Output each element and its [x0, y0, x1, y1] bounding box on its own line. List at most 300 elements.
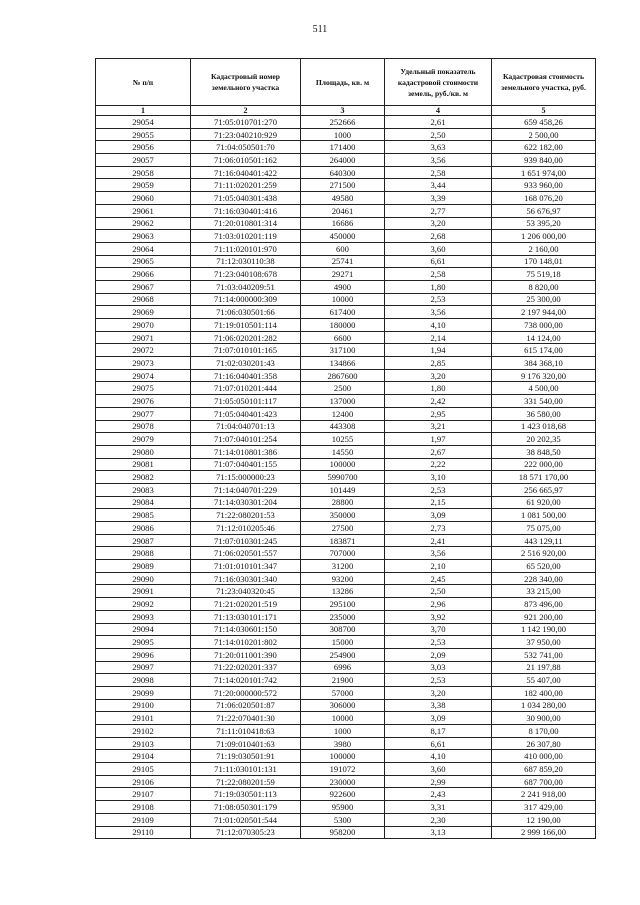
- cell-unit-value: 8,17: [385, 725, 492, 738]
- cell-row-number: 29058: [96, 166, 191, 179]
- cell-row-number: 29102: [96, 725, 191, 738]
- cell-unit-value: 2,42: [385, 395, 492, 408]
- cell-unit-value: 4,10: [385, 319, 492, 332]
- cell-cadastral-value: 443 129,11: [492, 534, 596, 547]
- cell-cadastral-value: 33 215,00: [492, 585, 596, 598]
- cell-unit-value: 2,41: [385, 534, 492, 547]
- table-row: [96, 826, 596, 839]
- cell-row-number: 29065: [96, 255, 191, 268]
- cell-cadastral-number: 71:11:010418:63: [191, 725, 301, 738]
- table-row: [96, 483, 596, 496]
- cell-area: 10000: [301, 712, 385, 725]
- cell-row-number: 29063: [96, 230, 191, 243]
- cell-cadastral-number: 71:21:020201:519: [191, 598, 301, 611]
- cell-unit-value: 2,77: [385, 204, 492, 217]
- cell-row-number: 29056: [96, 141, 191, 154]
- cell-unit-value: 2,50: [385, 128, 492, 141]
- table-row: [96, 534, 596, 547]
- cell-unit-value: 2,22: [385, 458, 492, 471]
- cell-area: 3980: [301, 737, 385, 750]
- cell-cadastral-value: 615 174,00: [492, 344, 596, 357]
- cell-area: 183871: [301, 534, 385, 547]
- header-area: Площадь, кв. м: [301, 59, 385, 106]
- cell-cadastral-number: 71:06:020501:557: [191, 547, 301, 560]
- cell-cadastral-number: 71:14:000000:309: [191, 293, 301, 306]
- cell-cadastral-value: 1 081 500,00: [492, 509, 596, 522]
- table-row: [96, 801, 596, 814]
- cell-unit-value: 2,09: [385, 648, 492, 661]
- table-row: [96, 661, 596, 674]
- cell-cadastral-value: 939 840,00: [492, 154, 596, 167]
- cell-unit-value: 2,50: [385, 585, 492, 598]
- cell-area: 252666: [301, 116, 385, 129]
- table-row: [96, 280, 596, 293]
- cell-row-number: 29099: [96, 686, 191, 699]
- cell-area: 443308: [301, 420, 385, 433]
- page-number: 511: [312, 24, 328, 35]
- cell-unit-value: 6,61: [385, 255, 492, 268]
- table-row: [96, 636, 596, 649]
- cell-area: 16686: [301, 217, 385, 230]
- cell-cadastral-value: 659 458,26: [492, 116, 596, 129]
- cell-row-number: 29108: [96, 801, 191, 814]
- cell-cadastral-number: 71:07:010201:444: [191, 382, 301, 395]
- cell-area: 617400: [301, 306, 385, 319]
- cell-cadastral-number: 71:03:010201:119: [191, 230, 301, 243]
- table-body: [96, 116, 596, 839]
- cell-cadastral-number: 71:14:010201:802: [191, 636, 301, 649]
- table-row: [96, 560, 596, 573]
- cell-cadastral-number: 71:05:050101:117: [191, 395, 301, 408]
- table-row: [96, 179, 596, 192]
- cell-area: 1000: [301, 128, 385, 141]
- cell-unit-value: 2,43: [385, 788, 492, 801]
- table-row: [96, 686, 596, 699]
- cell-row-number: 29110: [96, 826, 191, 839]
- cell-area: 6600: [301, 331, 385, 344]
- table-row: [96, 141, 596, 154]
- cell-area: 295100: [301, 598, 385, 611]
- cell-cadastral-number: 71:04:040701:13: [191, 420, 301, 433]
- cell-row-number: 29080: [96, 445, 191, 458]
- cell-row-number: 29082: [96, 471, 191, 484]
- cell-row-number: 29071: [96, 331, 191, 344]
- cell-unit-value: 2,14: [385, 331, 492, 344]
- cell-cadastral-number: 71:12:010205:46: [191, 522, 301, 535]
- cadastral-value-table: [95, 58, 596, 839]
- cell-cadastral-number: 71:15:000000:23: [191, 471, 301, 484]
- table-row: [96, 293, 596, 306]
- cell-cadastral-value: 2 999 166,00: [492, 826, 596, 839]
- cell-area: 264000: [301, 154, 385, 167]
- cell-cadastral-number: 71:09:010401:63: [191, 737, 301, 750]
- table-row: [96, 445, 596, 458]
- table-row: [96, 319, 596, 332]
- cell-area: 450000: [301, 230, 385, 243]
- cell-cadastral-value: 256 665,97: [492, 483, 596, 496]
- cell-cadastral-value: 687 700,00: [492, 775, 596, 788]
- cell-cadastral-value: 2 160,00: [492, 242, 596, 255]
- cell-cadastral-number: 71:05:040301:438: [191, 192, 301, 205]
- cell-unit-value: 3,56: [385, 154, 492, 167]
- cell-area: 317100: [301, 344, 385, 357]
- cell-unit-value: 2,96: [385, 598, 492, 611]
- table-row: [96, 306, 596, 319]
- cell-unit-value: 3,31: [385, 801, 492, 814]
- cell-cadastral-value: 1 142 190,00: [492, 623, 596, 636]
- cell-cadastral-value: 75 519,18: [492, 268, 596, 281]
- cell-cadastral-value: 1 423 018,68: [492, 420, 596, 433]
- cell-cadastral-value: 1 034 280,00: [492, 699, 596, 712]
- cell-row-number: 29103: [96, 737, 191, 750]
- table-row: [96, 572, 596, 585]
- table-row: [96, 420, 596, 433]
- cell-cadastral-value: 4 500,00: [492, 382, 596, 395]
- cell-unit-value: 3,56: [385, 547, 492, 560]
- cell-cadastral-value: 37 950,00: [492, 636, 596, 649]
- cell-area: 958200: [301, 826, 385, 839]
- cell-row-number: 29070: [96, 319, 191, 332]
- cell-unit-value: 3,56: [385, 306, 492, 319]
- cell-unit-value: 3,20: [385, 686, 492, 699]
- cell-unit-value: 3,70: [385, 623, 492, 636]
- cell-cadastral-value: 2 516 920,00: [492, 547, 596, 560]
- cell-row-number: 29067: [96, 280, 191, 293]
- cell-cadastral-value: 384 368,10: [492, 357, 596, 370]
- cell-unit-value: 4,10: [385, 750, 492, 763]
- cell-row-number: 29081: [96, 458, 191, 471]
- cell-row-number: 29106: [96, 775, 191, 788]
- cell-unit-value: 2,53: [385, 293, 492, 306]
- table-row: [96, 331, 596, 344]
- table-row: [96, 242, 596, 255]
- table-row: [96, 750, 596, 763]
- cell-cadastral-value: 168 076,20: [492, 192, 596, 205]
- cell-cadastral-number: 71:11:020201:259: [191, 179, 301, 192]
- cell-area: 350000: [301, 509, 385, 522]
- cell-cadastral-value: 1 206 000,00: [492, 230, 596, 243]
- table-row: [96, 344, 596, 357]
- table-row: [96, 382, 596, 395]
- cell-cadastral-number: 71:20:000000:572: [191, 686, 301, 699]
- cell-unit-value: 2,73: [385, 522, 492, 535]
- cell-area: 101449: [301, 483, 385, 496]
- cell-cadastral-value: 9 176 320,00: [492, 369, 596, 382]
- cell-unit-value: 1,80: [385, 382, 492, 395]
- table-row: [96, 154, 596, 167]
- cell-unit-value: 3,10: [385, 471, 492, 484]
- table-row: [96, 623, 596, 636]
- cell-row-number: 29055: [96, 128, 191, 141]
- cell-cadastral-value: 2 241 918,00: [492, 788, 596, 801]
- cell-row-number: 29064: [96, 242, 191, 255]
- cell-row-number: 29093: [96, 610, 191, 623]
- cell-area: 13286: [301, 585, 385, 598]
- cell-unit-value: 3,09: [385, 712, 492, 725]
- cell-row-number: 29075: [96, 382, 191, 395]
- cell-unit-value: 2,61: [385, 116, 492, 129]
- cell-row-number: 29072: [96, 344, 191, 357]
- cell-cadastral-number: 71:07:010301:245: [191, 534, 301, 547]
- cell-cadastral-value: 65 520,00: [492, 560, 596, 573]
- cell-cadastral-number: 71:20:011001:390: [191, 648, 301, 661]
- cell-cadastral-number: 71:16:040401:358: [191, 369, 301, 382]
- cell-cadastral-number: 71:01:010101:347: [191, 560, 301, 573]
- cell-unit-value: 3,20: [385, 369, 492, 382]
- cell-unit-value: 2,53: [385, 636, 492, 649]
- cell-unit-value: 2,85: [385, 357, 492, 370]
- cell-row-number: 29079: [96, 433, 191, 446]
- cell-cadastral-value: 20 202,35: [492, 433, 596, 446]
- cell-cadastral-number: 71:07:040101:254: [191, 433, 301, 446]
- table-row: [96, 458, 596, 471]
- cell-row-number: 29057: [96, 154, 191, 167]
- cell-area: 640300: [301, 166, 385, 179]
- cell-area: 10000: [301, 293, 385, 306]
- cell-cadastral-number: 71:05:040401:423: [191, 407, 301, 420]
- table-row: [96, 674, 596, 687]
- table-row: [96, 813, 596, 826]
- cell-row-number: 29104: [96, 750, 191, 763]
- cell-cadastral-value: 14 124,00: [492, 331, 596, 344]
- table-row: [96, 522, 596, 535]
- table-row: [96, 407, 596, 420]
- column-number: 4: [385, 106, 492, 116]
- cell-unit-value: 2,58: [385, 268, 492, 281]
- cell-cadastral-number: 71:05:010701:270: [191, 116, 301, 129]
- cell-area: 25741: [301, 255, 385, 268]
- cell-area: 21900: [301, 674, 385, 687]
- cell-area: 95900: [301, 801, 385, 814]
- cell-cadastral-value: 410 000,00: [492, 750, 596, 763]
- table-row: [96, 128, 596, 141]
- cell-row-number: 29083: [96, 483, 191, 496]
- cell-cadastral-value: 2 500,00: [492, 128, 596, 141]
- cell-area: 1000: [301, 725, 385, 738]
- cell-cadastral-value: 921 200,00: [492, 610, 596, 623]
- cell-area: 230000: [301, 775, 385, 788]
- cell-cadastral-value: 317 429,00: [492, 801, 596, 814]
- cell-area: 57000: [301, 686, 385, 699]
- cell-unit-value: 2,10: [385, 560, 492, 573]
- cell-cadastral-number: 71:16:030401:416: [191, 204, 301, 217]
- table-row: [96, 471, 596, 484]
- cell-area: 235000: [301, 610, 385, 623]
- cell-area: 5990700: [301, 471, 385, 484]
- cell-unit-value: 2,95: [385, 407, 492, 420]
- cell-area: 28800: [301, 496, 385, 509]
- cell-cadastral-number: 71:14:020101:742: [191, 674, 301, 687]
- cell-cadastral-value: 1 651 974,00: [492, 166, 596, 179]
- cell-unit-value: 3,39: [385, 192, 492, 205]
- cell-cadastral-value: 30 900,00: [492, 712, 596, 725]
- table-row: [96, 433, 596, 446]
- cell-row-number: 29062: [96, 217, 191, 230]
- cell-cadastral-number: 71:01:020501:544: [191, 813, 301, 826]
- column-number: 5: [492, 106, 596, 116]
- cell-area: 27500: [301, 522, 385, 535]
- cell-area: 100000: [301, 750, 385, 763]
- cell-cadastral-value: 8 170,00: [492, 725, 596, 738]
- column-number-row: [96, 106, 596, 116]
- cell-unit-value: 3,03: [385, 661, 492, 674]
- cell-cadastral-number: 71:19:030501:91: [191, 750, 301, 763]
- header-unit-value: Удельный показатель кадастровой стоимости земель, руб./кв. м: [385, 59, 492, 106]
- cell-unit-value: 3,21: [385, 420, 492, 433]
- cell-area: 5300: [301, 813, 385, 826]
- cell-cadastral-number: 71:06:020201:282: [191, 331, 301, 344]
- cell-row-number: 29068: [96, 293, 191, 306]
- table-row: [96, 725, 596, 738]
- table-row: [96, 496, 596, 509]
- cell-cadastral-number: 71:14:030601:150: [191, 623, 301, 636]
- cell-cadastral-value: 933 960,00: [492, 179, 596, 192]
- table-row: [96, 192, 596, 205]
- cell-cadastral-value: 75 075,00: [492, 522, 596, 535]
- table-row: [96, 268, 596, 281]
- table-row: [96, 763, 596, 776]
- table-row: [96, 369, 596, 382]
- cell-area: 271500: [301, 179, 385, 192]
- cell-area: 100000: [301, 458, 385, 471]
- table-row: [96, 395, 596, 408]
- cell-cadastral-number: 71:11:030101:131: [191, 763, 301, 776]
- column-number: 2: [191, 106, 301, 116]
- table-row: [96, 585, 596, 598]
- table-row: [96, 699, 596, 712]
- cell-cadastral-number: 71:12:070305:23: [191, 826, 301, 839]
- cell-cadastral-value: 36 580,00: [492, 407, 596, 420]
- cell-cadastral-value: 53 395,20: [492, 217, 596, 230]
- header-row: [96, 59, 596, 106]
- table-row: [96, 166, 596, 179]
- cell-row-number: 29105: [96, 763, 191, 776]
- cell-unit-value: 3,63: [385, 141, 492, 154]
- cell-cadastral-value: 61 920,00: [492, 496, 596, 509]
- cell-cadastral-value: 622 182,00: [492, 141, 596, 154]
- cell-cadastral-number: 71:11:020101:970: [191, 242, 301, 255]
- cell-row-number: 29084: [96, 496, 191, 509]
- cell-cadastral-number: 71:04:050501:70: [191, 141, 301, 154]
- cell-cadastral-number: 71:19:010501:114: [191, 319, 301, 332]
- cell-unit-value: 2,30: [385, 813, 492, 826]
- table-row: [96, 255, 596, 268]
- cell-row-number: 29091: [96, 585, 191, 598]
- cell-unit-value: 6,61: [385, 737, 492, 750]
- cell-cadastral-number: 71:06:030501:66: [191, 306, 301, 319]
- cell-cadastral-value: 56 676,97: [492, 204, 596, 217]
- cell-unit-value: 1,80: [385, 280, 492, 293]
- cell-row-number: 29078: [96, 420, 191, 433]
- cell-unit-value: 2,67: [385, 445, 492, 458]
- cell-unit-value: 2,99: [385, 775, 492, 788]
- cell-cadastral-number: 71:14:030301:204: [191, 496, 301, 509]
- cell-area: 49580: [301, 192, 385, 205]
- cell-cadastral-value: 687 859,20: [492, 763, 596, 776]
- cell-row-number: 29088: [96, 547, 191, 560]
- table-row: [96, 230, 596, 243]
- table-row: [96, 509, 596, 522]
- header-row-number: № п/п: [96, 59, 191, 106]
- cell-cadastral-value: 738 000,00: [492, 319, 596, 332]
- cell-cadastral-value: 25 300,00: [492, 293, 596, 306]
- cell-cadastral-value: 18 571 170,00: [492, 471, 596, 484]
- cell-row-number: 29061: [96, 204, 191, 217]
- cell-area: 14550: [301, 445, 385, 458]
- cell-row-number: 29095: [96, 636, 191, 649]
- cell-cadastral-number: 71:07:040401:155: [191, 458, 301, 471]
- cell-cadastral-value: 532 741,00: [492, 648, 596, 661]
- cell-cadastral-value: 331 540,00: [492, 395, 596, 408]
- cell-cadastral-number: 71:23:040210:929: [191, 128, 301, 141]
- cell-cadastral-number: 71:02:030201:43: [191, 357, 301, 370]
- cell-area: 93200: [301, 572, 385, 585]
- cell-cadastral-number: 71:22:070401:30: [191, 712, 301, 725]
- cell-unit-value: 2,53: [385, 483, 492, 496]
- cell-cadastral-number: 71:12:030110:38: [191, 255, 301, 268]
- cell-unit-value: 3,44: [385, 179, 492, 192]
- cell-area: 6996: [301, 661, 385, 674]
- cell-row-number: 29089: [96, 560, 191, 573]
- table-row: [96, 204, 596, 217]
- table-row: [96, 547, 596, 560]
- cell-row-number: 29086: [96, 522, 191, 535]
- table-row: [96, 610, 596, 623]
- cell-cadastral-value: 228 340,00: [492, 572, 596, 585]
- cell-area: 31200: [301, 560, 385, 573]
- table-row: [96, 598, 596, 611]
- cell-unit-value: 2,45: [385, 572, 492, 585]
- cell-cadastral-number: 71:06:010501:162: [191, 154, 301, 167]
- cell-area: 4900: [301, 280, 385, 293]
- table-row: [96, 788, 596, 801]
- cell-unit-value: 3,92: [385, 610, 492, 623]
- cell-unit-value: 2,15: [385, 496, 492, 509]
- cell-cadastral-value: 21 197,88: [492, 661, 596, 674]
- cell-row-number: 29092: [96, 598, 191, 611]
- cell-cadastral-number: 71:19:030501:113: [191, 788, 301, 801]
- table-row: [96, 775, 596, 788]
- cell-row-number: 29073: [96, 357, 191, 370]
- cell-row-number: 29076: [96, 395, 191, 408]
- cell-cadastral-value: 873 496,00: [492, 598, 596, 611]
- cell-cadastral-value: 170 148,01: [492, 255, 596, 268]
- cell-area: 2867600: [301, 369, 385, 382]
- cell-row-number: 29060: [96, 192, 191, 205]
- cell-area: 308700: [301, 623, 385, 636]
- table-row: [96, 648, 596, 661]
- cell-area: 134866: [301, 357, 385, 370]
- header-cadastral-value: Кадастровая стоимость земельного участка, руб.: [492, 59, 596, 106]
- cell-row-number: 29098: [96, 674, 191, 687]
- cell-cadastral-value: 2 197 944,00: [492, 306, 596, 319]
- table-row: [96, 737, 596, 750]
- cell-row-number: 29059: [96, 179, 191, 192]
- cell-area: 306000: [301, 699, 385, 712]
- cell-cadastral-value: 182 400,00: [492, 686, 596, 699]
- cell-cadastral-number: 71:07:010101:165: [191, 344, 301, 357]
- cell-unit-value: 3,38: [385, 699, 492, 712]
- cell-row-number: 29077: [96, 407, 191, 420]
- cell-cadastral-value: 8 820,00: [492, 280, 596, 293]
- cell-cadastral-number: 71:22:080201:59: [191, 775, 301, 788]
- cell-unit-value: 1,97: [385, 433, 492, 446]
- cell-row-number: 29097: [96, 661, 191, 674]
- cell-area: 600: [301, 242, 385, 255]
- cell-cadastral-number: 71:22:020201:337: [191, 661, 301, 674]
- cell-unit-value: 2,68: [385, 230, 492, 243]
- cell-cadastral-value: 26 307,80: [492, 737, 596, 750]
